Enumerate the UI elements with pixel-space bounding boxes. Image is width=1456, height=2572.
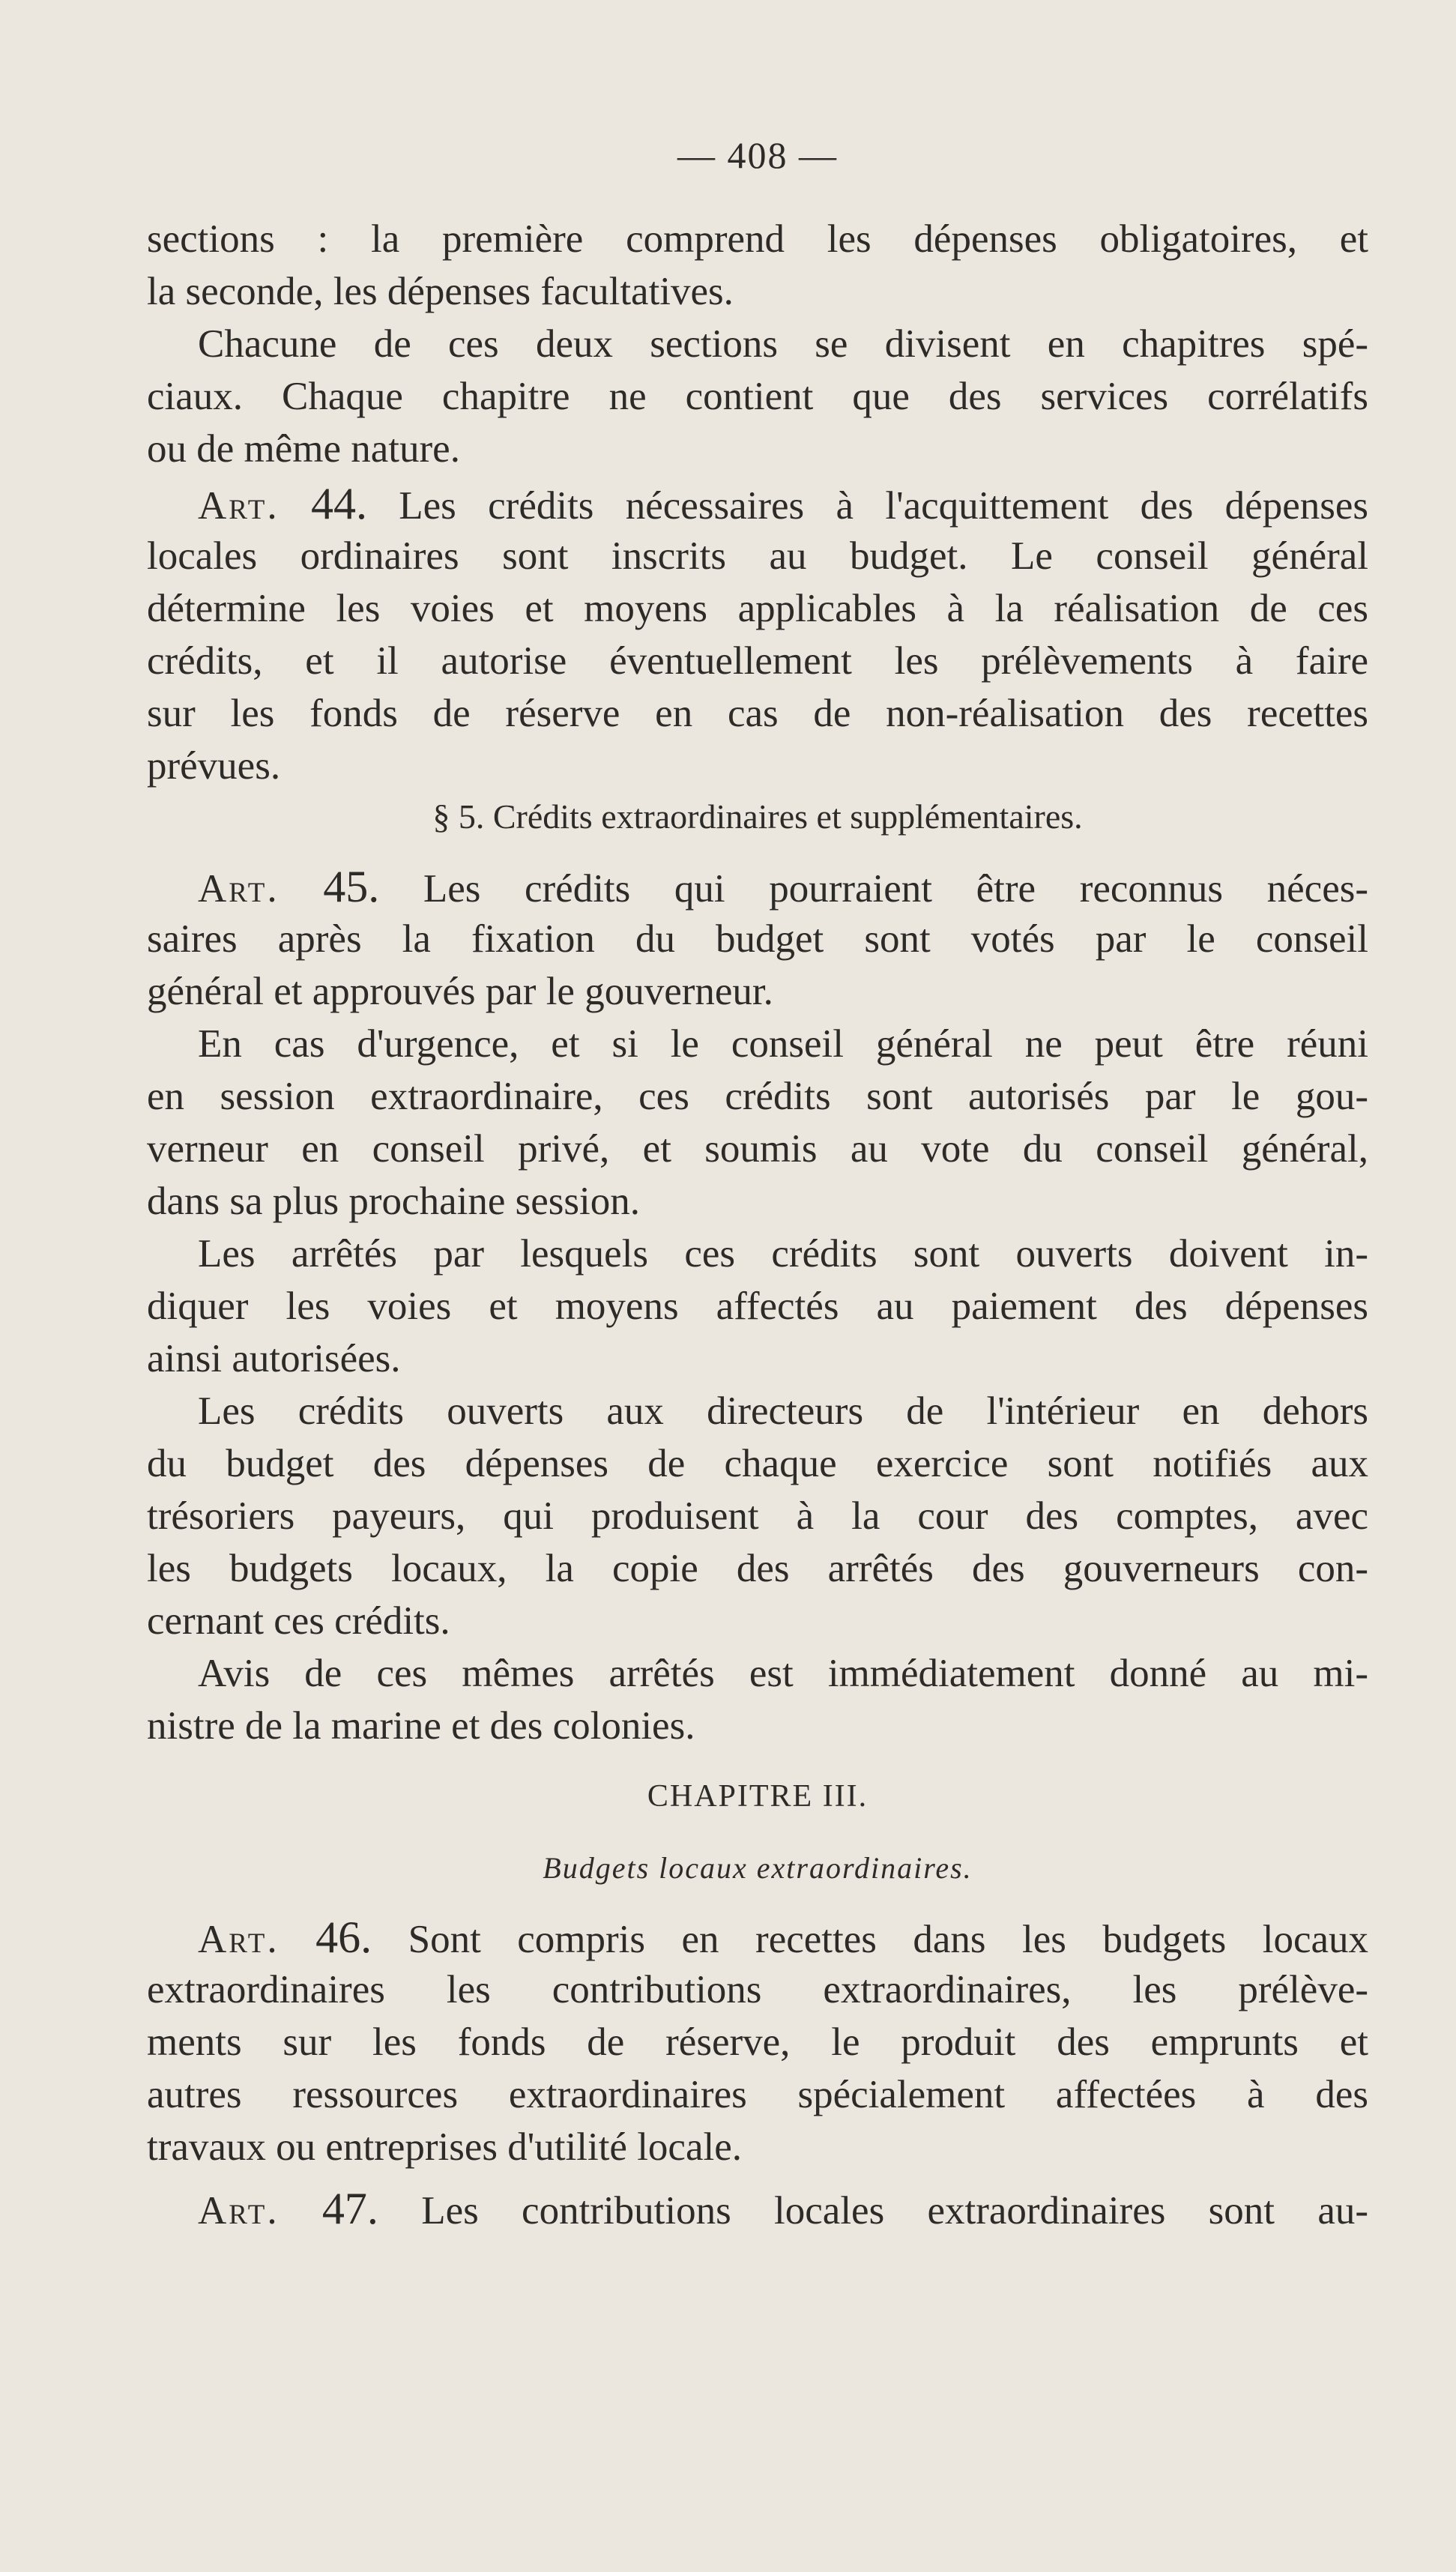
section-heading-text: § 5. Crédits extraordinaires et supplémentaires. xyxy=(432,797,1083,836)
text-line: détermine les voies et moyens applicables à la réalisation de ces xyxy=(147,587,1368,630)
text-line: ments sur les fonds de réserve, le produit des emprunts et xyxy=(147,2020,1368,2064)
text-line: Chacune de ces deux sections se divisent en chapitres spé- xyxy=(198,322,1368,366)
article-47 xyxy=(147,2182,1368,2235)
text-line: verneur en conseil privé, et soumis au vote du conseil général, xyxy=(147,1127,1368,1171)
text-line: les budgets locaux, la copie des arrêtés des gouverneurs con- xyxy=(147,1547,1368,1590)
text-line: travaux ou entreprises d'utilité locale. xyxy=(147,2125,742,2169)
chapter-subtitle: Budgets locaux extraordinaires. xyxy=(543,1851,973,1885)
text-line: ou de même nature. xyxy=(147,427,460,471)
article-number: 46. xyxy=(315,1913,372,1962)
text-line: du budget des dépenses de chaque exercice sont notifiés aux xyxy=(147,1442,1368,1485)
text-line: ciaux. Chaque chapitre ne contient que des services corrélatifs xyxy=(147,375,1368,418)
text-line: nistre de la marine et des colonies. xyxy=(147,1704,695,1748)
text-line: En cas d'urgence, et si le conseil général ne peut être réuni xyxy=(198,1022,1368,1066)
text-line: trésoriers payeurs, qui produisent à la cour des comptes, avec xyxy=(147,1494,1368,1538)
text-line: en session extraordinaire, ces crédits sont autorisés par le gou- xyxy=(147,1075,1368,1118)
article-number: 47. xyxy=(321,2184,378,2233)
text-line: Avis de ces mêmes arrêtés est immédiatement donné au mi- xyxy=(198,1652,1368,1695)
article-text: Les contributions locales extraordinaires sont au- xyxy=(421,2189,1368,2233)
text-line: prévues. xyxy=(147,744,281,788)
article-label: Art. xyxy=(198,867,280,911)
text-line: crédits, et il autorise éventuellement les prélèvements à faire xyxy=(147,639,1368,683)
article-text: Les crédits qui pourraient être reconnus néces- xyxy=(423,867,1368,911)
article-45 xyxy=(147,860,1368,1752)
chapter-title: CHAPITRE III. xyxy=(647,1779,869,1814)
section-heading xyxy=(147,791,1368,843)
text-line: ainsi autorisées. xyxy=(147,1337,401,1380)
text-line: saires après la fixation du budget sont votés par le conseil xyxy=(147,917,1368,961)
article-text: Sont compris en recettes dans les budgets locaux xyxy=(408,1918,1368,1961)
article-text: Les crédits nécessaires à l'acquittement des dépenses xyxy=(399,484,1368,528)
article-label: Art. xyxy=(198,1918,280,1961)
article-first-line xyxy=(147,477,1368,530)
article-first-line xyxy=(147,2182,1368,2235)
chapter-heading xyxy=(147,1770,1368,1823)
page-number: — 408 — xyxy=(677,134,838,176)
text-line: général et approuvés par le gouverneur. xyxy=(147,970,773,1013)
text-line: Les crédits ouverts aux directeurs de l'intérieur en dehors xyxy=(198,1389,1368,1433)
article-label: Art. xyxy=(198,484,280,528)
text-line: locales ordinaires sont inscrits au budget. Le conseil général xyxy=(147,534,1368,578)
article-number: 44. xyxy=(310,479,367,528)
text-line: sections : la première comprend les dépenses obligatoires, et xyxy=(147,217,1368,261)
article-44 xyxy=(147,477,1368,792)
text-line: extraordinaires les contributions extraordinaires, les prélève- xyxy=(147,1968,1368,2011)
article-46 xyxy=(147,1911,1368,2173)
chapter-subheading xyxy=(147,1842,1368,1895)
text-line: dans sa plus prochaine session. xyxy=(147,1180,640,1223)
text-line: autres ressources extraordinaires spécialement affectées à des xyxy=(147,2073,1368,2116)
article-label: Art. xyxy=(198,2189,280,2233)
text-line: sur les fonds de réserve en cas de non-réalisation des recettes xyxy=(147,692,1368,735)
text-line: diquer les voies et moyens affectés au paiement des dépenses xyxy=(147,1285,1368,1328)
article-first-line xyxy=(147,860,1368,913)
intro-paragraph xyxy=(147,213,1368,475)
text-line: la seconde, les dépenses facultatives. xyxy=(147,270,734,313)
article-number: 45. xyxy=(323,862,380,911)
text-line: cernant ces crédits. xyxy=(147,1599,450,1643)
text-line: Les arrêtés par lesquels ces crédits sont ouverts doivent in- xyxy=(198,1232,1368,1276)
article-first-line xyxy=(147,1911,1368,1963)
